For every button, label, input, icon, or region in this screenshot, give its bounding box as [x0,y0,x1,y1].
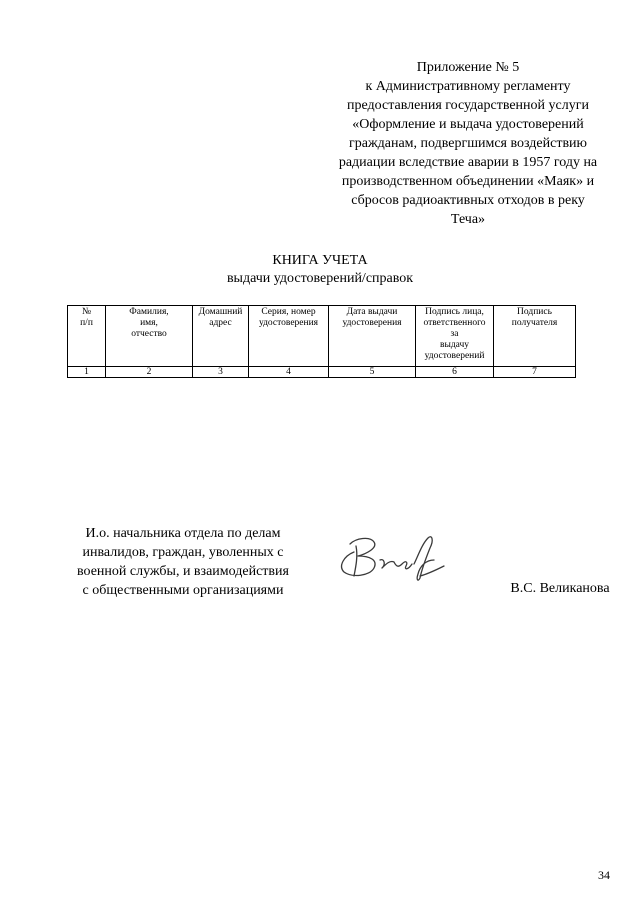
appendix-line: Приложение № 5 [416,60,520,75]
header-cell-number: № п/п [68,306,106,367]
handwritten-signature [336,530,446,585]
header-cell-certificate-number: Серия, номер удостоверения [249,306,329,367]
appendix-line: «Оформление и выдача удостоверений [352,117,584,132]
column-number-cell: 2 [106,367,193,378]
appendix-line: к Административному регламенту [365,79,571,94]
signer-position-line: военной службы, и взаимодействия [77,564,289,579]
book-title: КНИГА УЧЕТА [272,253,368,268]
appendix-line: гражданам, подвергшимся воздействию [348,136,588,151]
column-number-cell: 7 [494,367,576,378]
header-cell-recipient-signature: Подпись получателя [494,306,576,367]
column-number-cell: 6 [416,367,494,378]
signer-position-line: инвалидов, граждан, уволенных с [82,545,284,560]
appendix-line: Теча» [450,212,486,227]
signer-name: В.С. Великанова [510,581,610,596]
book-title-block [0,252,640,288]
appendix-line: предоставления государственной услуги [347,98,589,113]
appendix-line: радиации вследствие аварии в 1957 году на [338,155,598,170]
page-number: 34 [598,868,610,882]
signer-position-line: И.о. начальника отдела по делам [85,526,281,541]
appendix-line: производственном объединении «Маяк» и [341,174,595,189]
ledger-table [67,305,576,378]
header-cell-issue-date: Дата выдачи удостоверения [329,306,416,367]
appendix-line: сбросов радиоактивных отходов в реку [351,193,585,208]
signer-position [66,524,300,600]
header-cell-responsible-signature: Подпись лица, ответственного за выдачу удостоверений [416,306,494,367]
header-row [68,306,576,367]
column-number-cell: 1 [68,367,106,378]
header-cell-full-name: Фамилия, имя, отчество [106,306,193,367]
appendix-heading [318,58,618,229]
book-subtitle: выдачи удостоверений/справок [226,271,414,286]
header-cell-address: Домашний адрес [193,306,249,367]
column-number-cell: 4 [249,367,329,378]
column-number-cell: 5 [329,367,416,378]
column-number-row [68,367,576,378]
signer-position-line: с общественными организациями [82,583,284,598]
column-number-cell: 3 [193,367,249,378]
